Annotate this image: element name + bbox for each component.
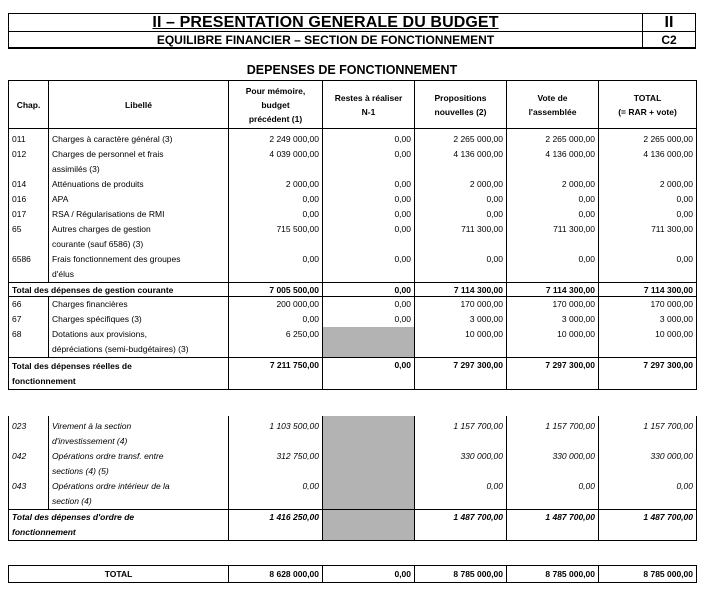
col-budget: Pour mémoire, budget précédent (1) [229, 81, 323, 129]
total-gestion-row: Total des dépenses de gestion courante 7 005 500,00 0,00 7 114 300,00 7 114 300,00 7 114 300,00 [9, 283, 697, 297]
table-row: 68 Dotations aux provisions, dépréciations (semi-budgétaires) (3) 6 250,00 10 000,00 10 000,00 10 000,00 [9, 327, 697, 358]
table-row: 65 Autres charges de gestion courante (sauf 6586) (3) 715 500,00 0,00 711 300,00 711 300,00 711 300,00 [9, 222, 697, 252]
col-libelle: Libellé [49, 81, 229, 129]
table-row: 012 Charges de personnel et frais assimilés (3) 4 039 000,00 0,00 4 136 000,00 4 136 000,00 4 136 000,00 [9, 147, 697, 177]
col-vote: Vote de l'assemblée [507, 81, 599, 129]
table-row: 66 Charges financières 200 000,00 0,00 170 000,00 170 000,00 170 000,00 [9, 297, 697, 313]
table-row: 014 Atténuations de produits 2 000,00 0,00 2 000,00 2 000,00 2 000,00 [9, 177, 697, 192]
table-row: 67 Charges spécifiques (3) 0,00 0,00 3 000,00 3 000,00 3 000,00 [9, 312, 697, 327]
grand-total-row: TOTAL 8 628 000,00 0,00 8 785 000,00 8 785 000,00 8 785 000,00 [9, 566, 697, 583]
page-subcode: C2 [661, 32, 677, 47]
expenses-table [8, 80, 697, 390]
col-chap: Chap. [9, 81, 49, 129]
col-propositions: Propositions nouvelles (2) [415, 81, 507, 129]
total-reelles-row: Total des dépenses réelles de fonctionnement 7 211 750,00 0,00 7 297 300,00 7 297 300,00 7 297 300,00 [9, 358, 697, 390]
table-row: 6586 Frais fonctionnement des groupes d'élus 0,00 0,00 0,00 0,00 0,00 [9, 252, 697, 283]
table-row: 023 Virement à la section d'investissement (4) 1 103 500,00 1 157 700,00 1 157 700,00 1 157 700,00 [9, 416, 697, 449]
page-code: II [664, 13, 674, 31]
header-title-box [8, 13, 696, 31]
grand-total-table [8, 565, 697, 583]
table-row: 011 Charges à caractère général (3) 2 249 000,00 0,00 2 265 000,00 2 265 000,00 2 265 000,00 [9, 129, 697, 148]
col-total: TOTAL (= RAR + vote) [599, 81, 697, 129]
header-subtitle-box [8, 31, 696, 48]
ordre-table [8, 416, 697, 541]
total-ordre-row: Total des dépenses d'ordre de fonctionnement 1 416 250,00 1 487 700,00 1 487 700,00 1 487 700,00 [9, 510, 697, 541]
section-title: DEPENSES DE FONCTIONNEMENT [246, 63, 458, 77]
table-row: 017 RSA / Régularisations de RMI 0,00 0,00 0,00 0,00 0,00 [9, 207, 697, 222]
col-restes: Restes à réaliser N-1 [323, 81, 415, 129]
header-divider [8, 48, 696, 50]
table-row: 042 Opérations ordre transf. entre sections (4) (5) 312 750,00 330 000,00 330 000,00 330 000,00 [9, 449, 697, 479]
table-row: 016 APA 0,00 0,00 0,00 0,00 0,00 [9, 192, 697, 207]
table-row: 043 Opérations ordre intérieur de la section (4) 0,00 0,00 0,00 0,00 [9, 479, 697, 510]
page-title: II – PRESENTATION GENERALE DU BUDGET [9, 14, 643, 31]
page-subtitle: EQUILIBRE FINANCIER – SECTION DE FONCTIONNEMENT [9, 32, 643, 47]
